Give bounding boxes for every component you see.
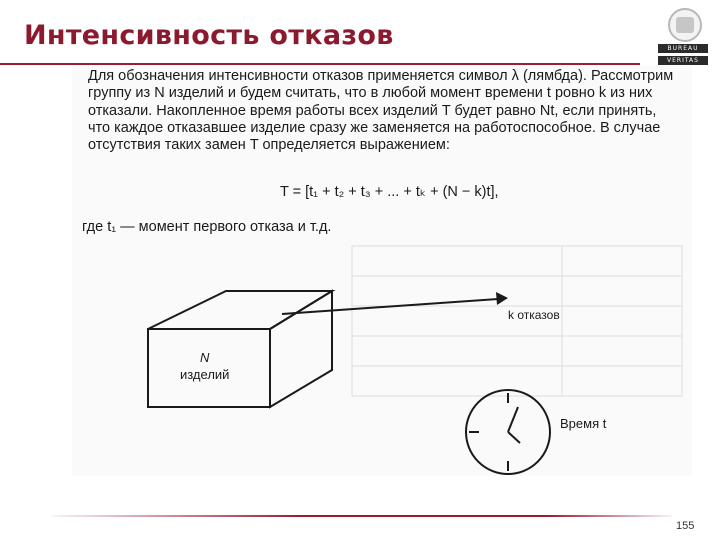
page-number: 155	[676, 520, 695, 532]
clock-icon	[466, 390, 550, 474]
logo-text-veritas: VERITAS	[658, 56, 708, 65]
logo-seal-icon	[668, 8, 702, 42]
scanned-page	[72, 66, 692, 476]
box-label-items: изделий	[180, 367, 230, 382]
box-of-items	[148, 291, 332, 407]
where-line: где t₁ — момент первого отказа и т.д.	[82, 219, 332, 235]
clock-label: Время t	[560, 416, 607, 431]
arrow-label: k отказов	[508, 308, 560, 322]
slide-title: Интенсивность отказов	[24, 20, 394, 51]
failure-diagram	[72, 66, 692, 476]
definition-paragraph: Для обозначения интенсивности отказов применяется символ λ (лямбда). Рассмотрим группу из N изделий и будем считать, что в любой момент времени t ровно k из них отказали. Накопленное время работы всех изделий T будет равно Nt, если принять, что каждое отказавшее изделие сразу же заменяется на работоспособное. В случае отсутствия таких замен T определяется выражением:	[88, 68, 674, 154]
bottom-rule	[52, 515, 672, 517]
bureau-veritas-logo	[654, 4, 712, 68]
formula: T = [t₁ + t₂ + t₃ + ... + tₖ + (N − k)t],	[280, 184, 499, 200]
title-underline	[0, 63, 640, 65]
failure-arrow	[282, 292, 508, 314]
logo-text-bureau: BUREAU	[658, 44, 708, 53]
box-label-n: N	[200, 350, 210, 365]
